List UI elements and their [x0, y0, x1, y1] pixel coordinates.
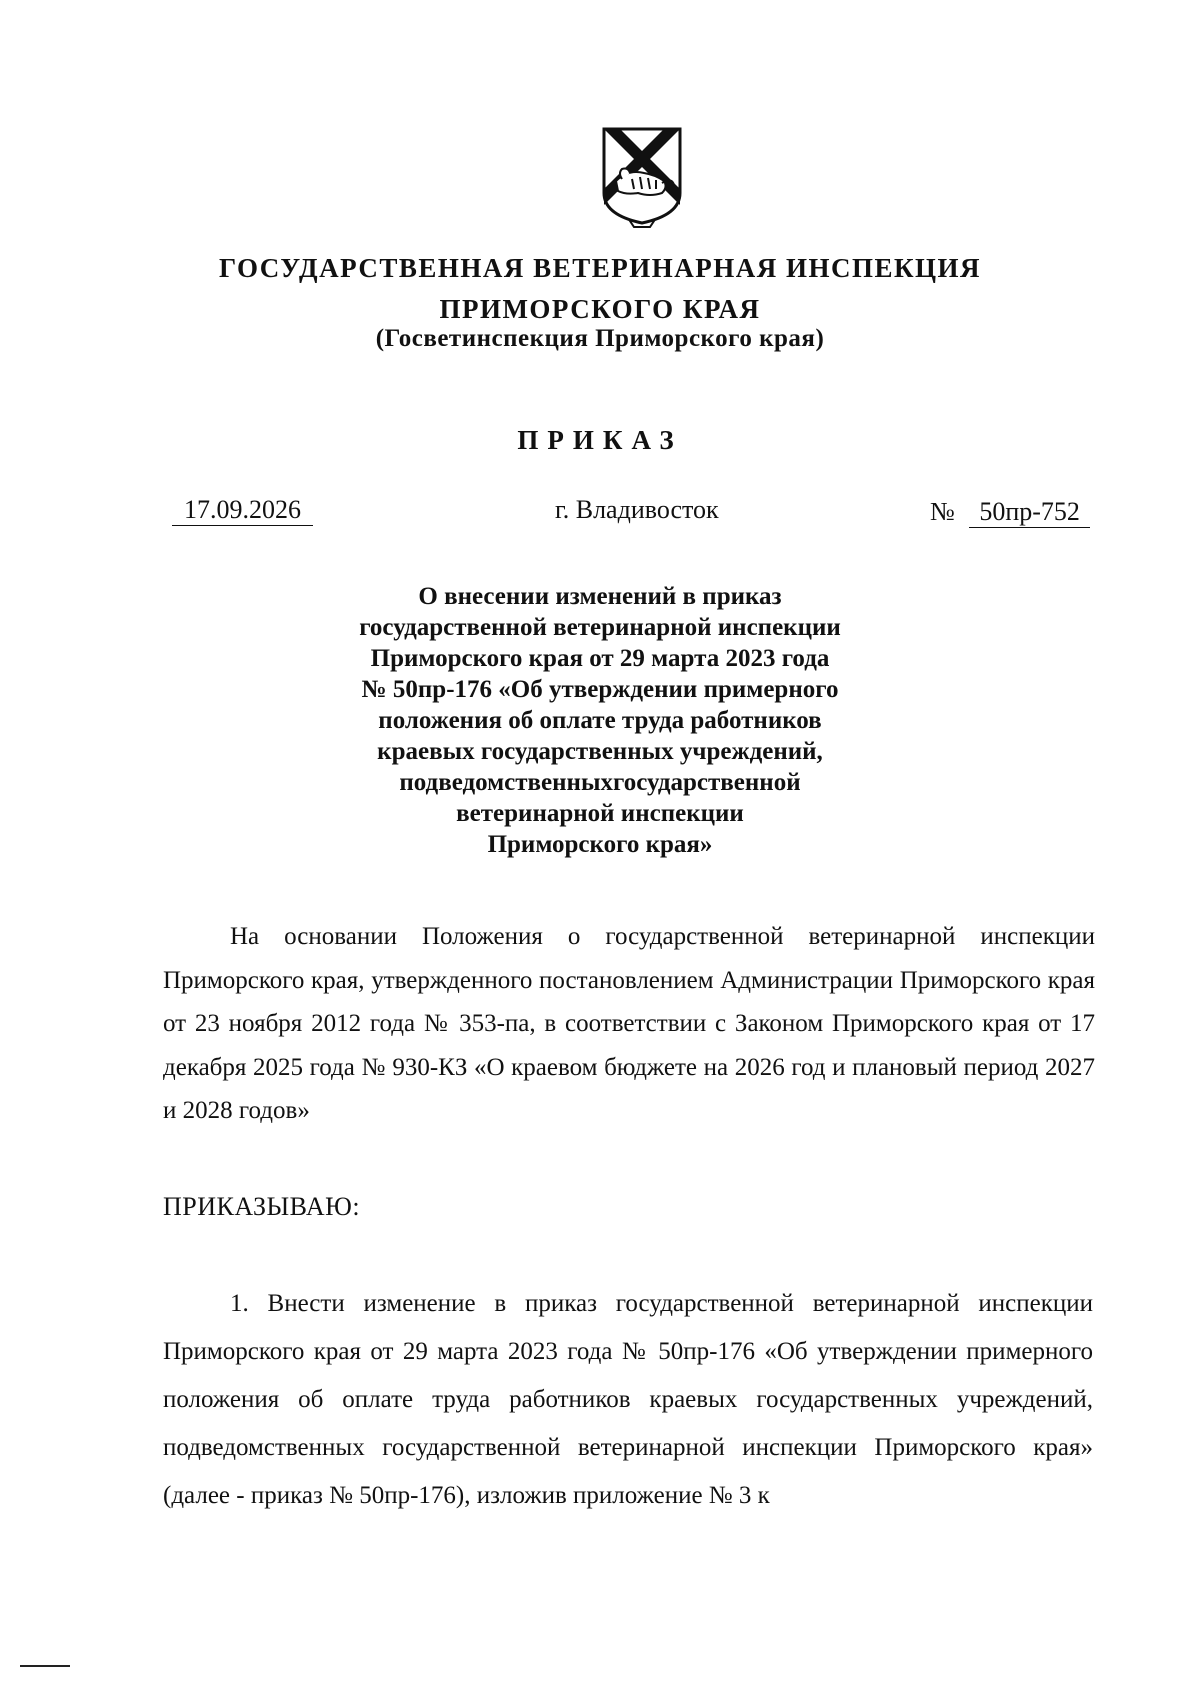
title-line: положения об оплате труда работников [378, 707, 822, 734]
footer-rule [20, 1665, 70, 1667]
order-number-value: 50пр-752 [969, 497, 1090, 528]
title-line: краевых государственных учреждений, [377, 738, 823, 765]
order-number [930, 497, 1090, 527]
order-city: г. Владивосток [555, 495, 719, 524]
preamble-paragraph: На основании Положения о государственной ветеринарной инспекции Приморского края, утвержденного постановлением Администрации Приморского края от 23 ноября 2012 года № 353-па, в соответствии с Законом Приморского края от 17 декабря 2025 года № 930-КЗ «О краевом бюджете на 2026 год и плановый период 2027 и 2028 годов» [163, 923, 1095, 1124]
org-short-name: (Госветинспекция Приморского края) [375, 325, 825, 352]
org-name-line2: ПРИМОРСКОГО КРАЯ [439, 294, 761, 324]
title-line: О внесении изменений в приказ [418, 583, 782, 610]
document-type: ПРИКАЗ [517, 425, 683, 455]
order-number-label: № [930, 497, 955, 526]
title-line: подведомственныхгосударственной [399, 769, 801, 796]
item-1-paragraph: 1. Внести изменение в приказ государственной ветеринарной инспекции Приморского края от 29 марта 2023 года № 50пр-176 «Об утверждении примерного положения об оплате труда работников краевых государственных учреждений, подведомственных государственной ветеринарной инспекции Приморского края» (далее - приказ № 50пр-176), изложив приложение № 3 к [163, 1290, 1093, 1509]
primorsky-coat-of-arms-icon [598, 123, 686, 235]
title-line: ветеринарной инспекции [456, 800, 744, 827]
title-line: Приморского края от 29 марта 2023 года [370, 645, 830, 672]
order-title [300, 581, 900, 860]
title-line: № 50пр-176 «Об утверждении примерного [361, 676, 839, 703]
order-date-value: 17.09.2026 [172, 495, 313, 526]
title-line: Приморского края» [487, 831, 713, 858]
order-directive: ПРИКАЗЫВАЮ: [163, 1192, 361, 1221]
title-line: государственной ветеринарной инспекции [359, 614, 841, 641]
org-name-line1: ГОСУДАРСТВЕННАЯ ВЕТЕРИНАРНАЯ ИНСПЕКЦИЯ [218, 253, 982, 283]
order-date [172, 495, 313, 525]
